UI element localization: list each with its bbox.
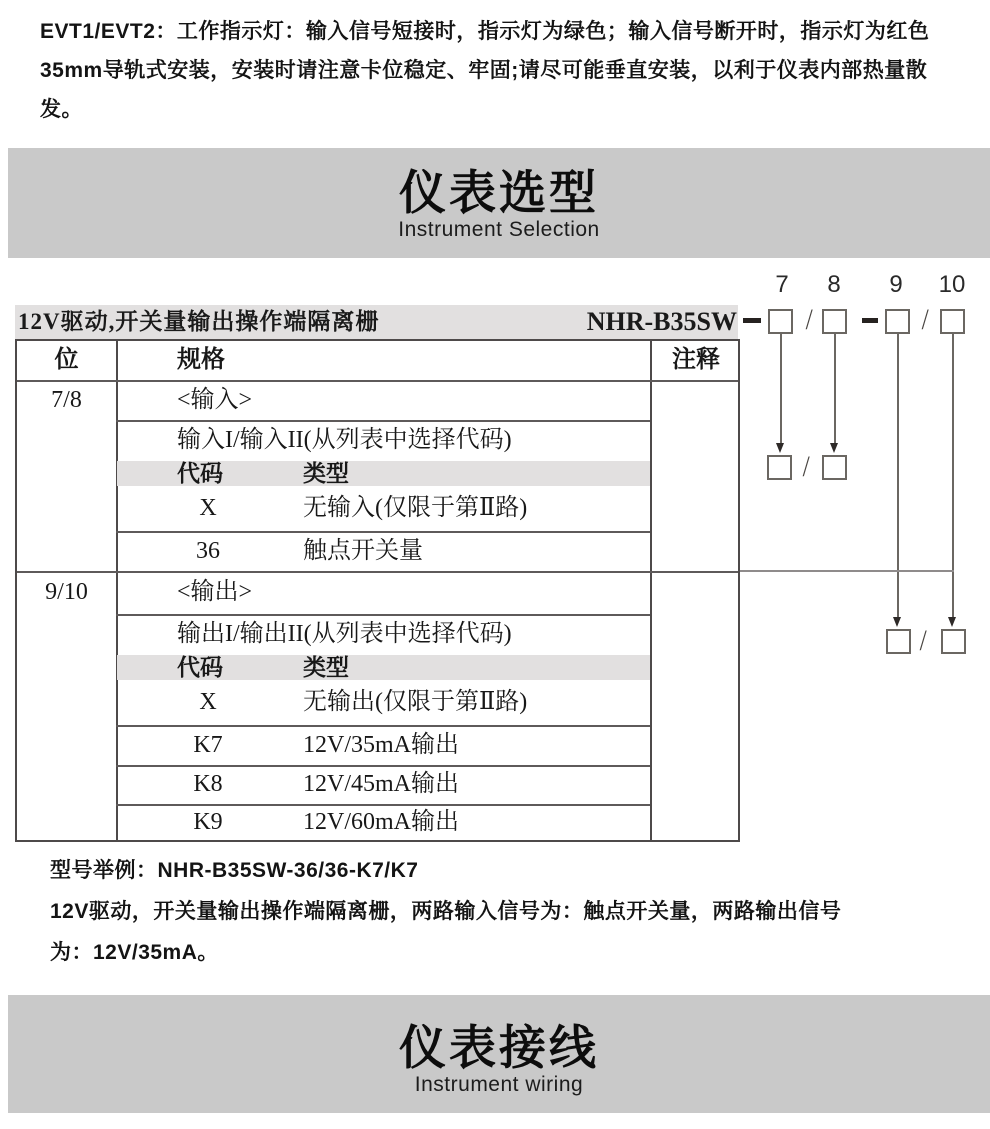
slash-separator: / — [919, 624, 927, 657]
header-position: 位 — [54, 347, 79, 373]
arrowhead-10 — [948, 617, 956, 627]
group-subtitle: 输入I/输入II(从列表中选择代码) — [177, 427, 512, 453]
dash-separator — [862, 318, 878, 323]
group-label: <输入> — [177, 387, 253, 413]
model-example — [50, 850, 950, 973]
note-line-mounting: 35mm导轨式安装，安装时请注意卡位稳定、牢固;请尽可能垂直安装，以利于仪表内部热量散发。 — [40, 59, 928, 121]
section-title-en: Instrument Selection — [398, 218, 600, 242]
type-value: 无输出(仅限于第Ⅱ路) — [303, 689, 528, 715]
type-value: 12V/35mA输出 — [303, 732, 459, 758]
example-line-desc2: 为：12V/35mA。 — [50, 941, 219, 964]
code-value: K7 — [193, 732, 223, 758]
section-title-cn: 仪表选型 — [399, 166, 599, 219]
table-title-bar — [15, 305, 738, 339]
digit-label-9: 9 — [889, 271, 903, 298]
section-divider-extension — [740, 570, 954, 572]
input-code-box-2 — [822, 455, 847, 480]
pointer-line-8 — [834, 334, 836, 444]
section-banner-wiring — [8, 995, 990, 1113]
type-header: 类型 — [303, 655, 349, 680]
code-header: 代码 — [177, 461, 223, 486]
header-spec: 规格 — [177, 347, 225, 373]
type-value: 无输入(仅限于第Ⅱ路) — [303, 495, 528, 521]
code-box-7 — [768, 309, 793, 334]
code-value: X — [199, 689, 217, 715]
row-divider — [17, 380, 738, 382]
section-banner-selection — [8, 148, 990, 258]
section-title-en: Instrument wiring — [414, 1073, 584, 1097]
example-line-desc: 12V驱动，开关量输出操作端隔离栅，两路输入信号为：触点开关量，两路输出信号 — [50, 900, 842, 923]
output-code-box-2 — [941, 629, 966, 654]
group-subtitle: 输出I/输出II(从列表中选择代码) — [177, 621, 512, 647]
header-note: 注释 — [672, 347, 720, 373]
code-box-9 — [885, 309, 910, 334]
pointer-line-10 — [952, 334, 954, 618]
dash-separator — [743, 318, 761, 323]
code-value: K9 — [193, 809, 223, 835]
slash-separator: / — [805, 303, 813, 336]
product-description: 12V驱动,开关量输出操作端隔离栅 — [18, 309, 380, 334]
top-notes — [40, 12, 960, 129]
digit-label-10: 10 — [938, 271, 966, 298]
group-label: <输出> — [177, 579, 253, 605]
arrowhead-9 — [893, 617, 901, 627]
digit-label-7: 7 — [775, 271, 789, 298]
type-value: 12V/60mA输出 — [303, 809, 459, 835]
column-divider — [650, 341, 652, 840]
code-box-8 — [822, 309, 847, 334]
note-line-evt: EVT1/EVT2：工作指示灯：输入信号短接时，指示灯为绿色；输入信号断开时，指示灯为红色 — [40, 20, 930, 43]
code-value: 36 — [196, 538, 220, 564]
section-divider — [17, 571, 738, 573]
code-header: 代码 — [177, 655, 223, 680]
code-value: X — [199, 495, 217, 521]
slash-separator: / — [802, 450, 810, 483]
pointer-line-9 — [897, 334, 899, 618]
slash-separator: / — [921, 303, 929, 336]
model-prefix: NHR-B35SW — [586, 307, 737, 336]
section-title-cn: 仪表接线 — [399, 1021, 599, 1074]
type-value: 12V/45mA输出 — [303, 771, 459, 797]
arrowhead-8 — [830, 443, 838, 453]
type-value: 触点开关量 — [303, 538, 423, 564]
position-label: 7/8 — [51, 387, 82, 413]
code-box-10 — [940, 309, 965, 334]
code-value: K8 — [193, 771, 223, 797]
output-code-box-1 — [886, 629, 911, 654]
pointer-line-7 — [780, 334, 782, 444]
position-label: 9/10 — [45, 579, 88, 605]
digit-label-8: 8 — [827, 271, 841, 298]
type-header: 类型 — [303, 461, 349, 486]
input-code-box-1 — [767, 455, 792, 480]
example-line-model: 型号举例：NHR-B35SW-36/36-K7/K7 — [50, 859, 419, 882]
selection-table — [15, 339, 740, 842]
arrowhead-7 — [776, 443, 784, 453]
